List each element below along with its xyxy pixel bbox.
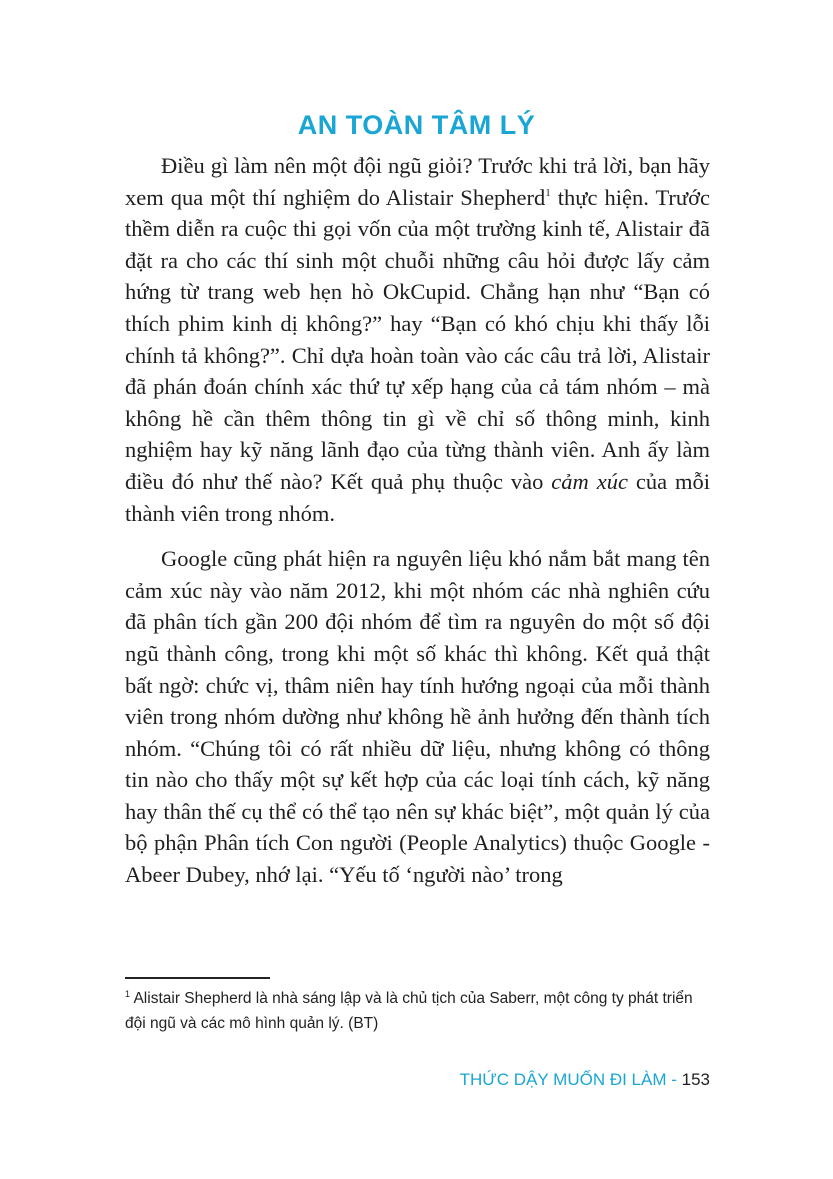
footnote bbox=[125, 986, 710, 1036]
footnote-divider bbox=[125, 977, 270, 979]
paragraph-1-part-2: thực hiện. Trước thềm diễn ra cuộc thi gọi vốn của một trường kinh tế, Alistair đã đặt ra cho các thí sinh một chuỗi những câu hỏi được lấy cảm hứng từ trang web hẹn hò OkCupid. Chẳng hạn như “Bạn có thích phim kinh dị không?” hay “Bạn có khó chịu khi thấy lỗi chính tả không?”. Chỉ dựa hoàn toàn vào các câu trả lời, Alistair đã phán đoán chính xác thứ tự xếp hạng của cả tám nhóm – mà không hề cần thêm thông tin gì về chỉ số thông minh, kinh nghiệm hay kỹ năng lãnh đạo của từng thành viên. Anh ấy làm điều đó như thế nào? Kết quả phụ thuộc vào bbox=[125, 184, 710, 494]
footnote-marker: 1 bbox=[125, 989, 131, 999]
paragraph-1 bbox=[125, 150, 710, 529]
paragraph-1-part-1: Điều gì làm nên một đội ngũ giỏi? Trước khi trả lời, bạn hãy xem qua một thí nghiệm do Alistair Shepherd bbox=[125, 153, 710, 210]
emphasized-word: cảm xúc bbox=[551, 468, 628, 494]
footer-separator: - bbox=[666, 1070, 682, 1089]
paragraph-1-part-3: của mỗi thành viên trong nhóm. bbox=[125, 468, 711, 526]
section-title: AN TOÀN TÂM LÝ bbox=[297, 110, 536, 140]
page-number: 153 bbox=[681, 1070, 710, 1089]
body-text bbox=[125, 150, 710, 891]
paragraph-2: Google cũng phát hiện ra nguyên liệu khó nắm bắt mang tên cảm xúc này vào năm 2012, khi một nhóm các nhà nghiên cứu đã phân tích gần 200 đội nhóm để tìm ra nguyên do một số đội ngũ thành công, trong khi một số khác thì không. Kết quả thật bất ngờ: chức vị, thâm niên hay tính hướng ngoại của mỗi thành viên trong nhóm dường như không hề ảnh hưởng đến thành tích nhóm. “Chúng tôi có rất nhiều dữ liệu, nhưng không có thông tin nào cho thấy một sự kết hợp của các loại tính cách, kỹ năng hay thân thế cụ thể có thể tạo nên sự khác biệt”, một quản lý của bộ phận Phân tích Con người (People Analytics) thuộc Google - Abeer Dubey, nhớ lại. “Yếu tố ‘người nào’ trong bbox=[125, 546, 710, 888]
footnote-text: Alistair Shepherd là nhà sáng lập và là chủ tịch của Saberr, một công ty phát triển đội ngũ và các mô hình quản lý. (BT) bbox=[125, 990, 693, 1032]
footnote-reference: 1 bbox=[545, 186, 551, 199]
page-footer bbox=[460, 1070, 710, 1090]
running-book-title: THỨC DẬY MUỐN ĐI LÀM bbox=[459, 1070, 667, 1089]
